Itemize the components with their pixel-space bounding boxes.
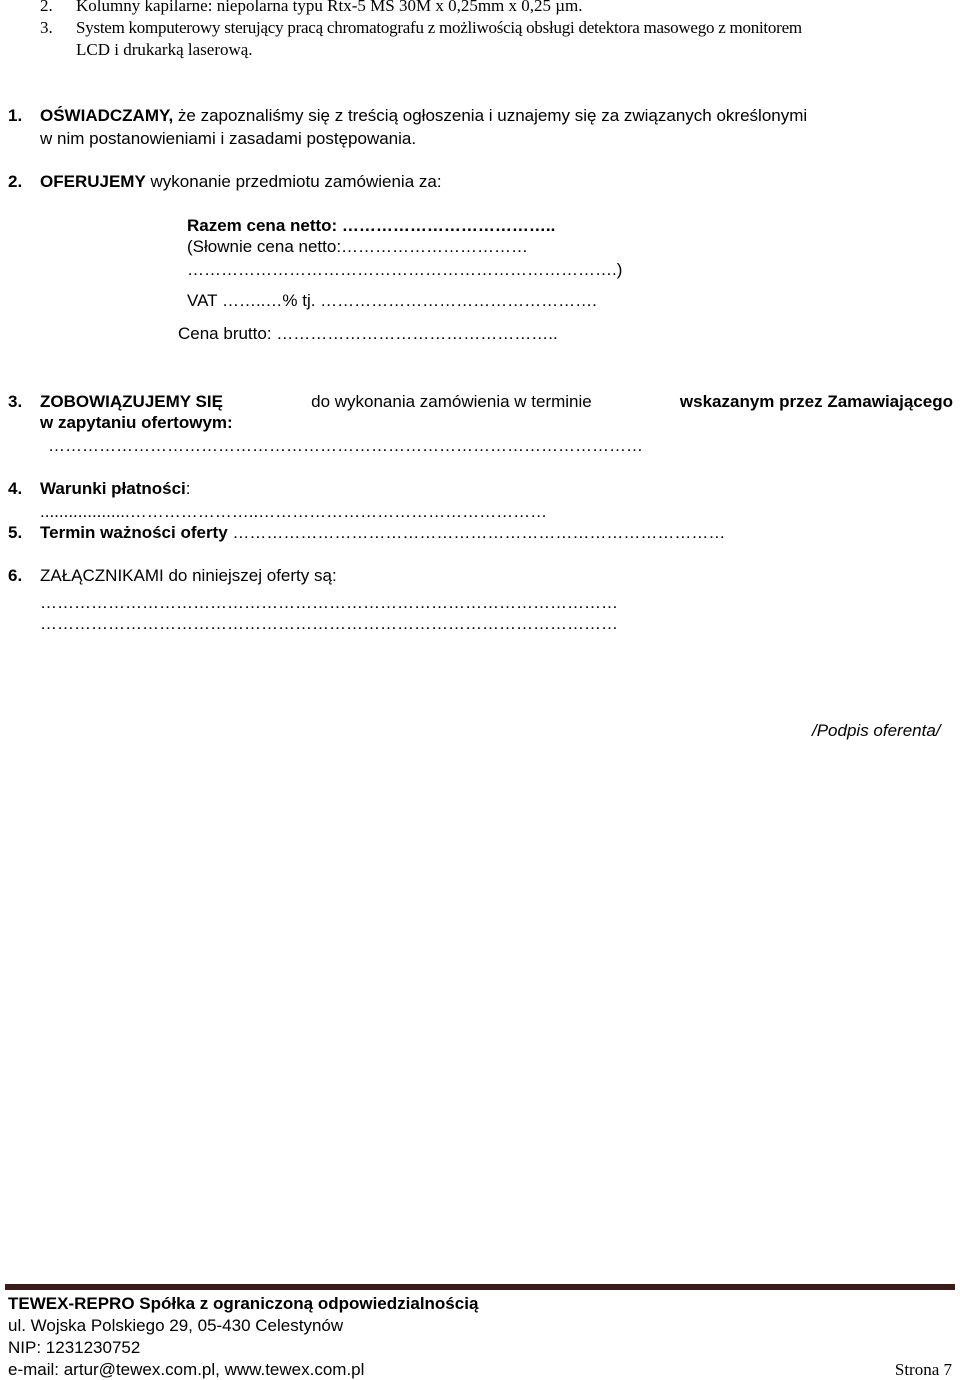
list-number: 2. [40, 0, 53, 15]
net-price-line: Razem cena netto: ……………………………….. [187, 216, 556, 235]
list-number: 3. [40, 18, 53, 37]
section-number: 3. [8, 392, 23, 411]
section-1-line2: w nim postanowieniami i zasadami postępowania. [40, 129, 417, 148]
section-2-bold: OFERUJEMY [40, 172, 146, 191]
section-1-rest: że zapoznaliśmy się z treścią ogłoszenia i uznajemy się za związanych określonymi [173, 106, 808, 125]
footer-contact: e-mail: artur@tewex.com.pl, www.tewex.com.pl [8, 1360, 365, 1379]
section-number: 4. [8, 479, 23, 498]
section-number: 6. [8, 566, 23, 585]
section-4-text [40, 479, 191, 499]
section-number: 5. [8, 523, 23, 542]
vat-line: VAT ……..…% tj. …………………………………………. [187, 291, 597, 310]
list-item [40, 0, 53, 16]
net-price-words-cont: ………………………………………………………………….) [187, 260, 623, 279]
section-3-bold2: wskazanym przez Zamawiającego [679, 392, 953, 411]
section-3-bold: ZOBOWIĄZUJEMY SIĘ [40, 392, 223, 411]
signature-label: /Podpis oferenta/ [812, 721, 941, 740]
section-5-text [40, 523, 725, 543]
section-3-text [40, 392, 953, 412]
section-1-bold: OŚWIADCZAMY, [40, 106, 174, 125]
list-item-text-cont: LCD i drukarką laserową. [76, 40, 253, 59]
section-4-rest: : [185, 479, 191, 498]
section-6-text: ZAŁĄCZNIKAMI do niniejszej oferty są: [40, 566, 337, 585]
section-6-dots-2: ………………………………………………………………………………………… [40, 614, 618, 633]
section-number: 1. [8, 106, 23, 125]
section-3-line2: w zapytaniu ofertowym: [40, 413, 233, 432]
footer-divider [5, 1284, 955, 1290]
footer-address: ul. Wojska Polskiego 29, 05-430 Celestynów [8, 1316, 344, 1335]
section-1-text [40, 106, 955, 126]
section-4-bold: Warunki płatności [40, 479, 186, 498]
list-item-text: System komputerowy sterujący pracą chromatografu z możliwością obsługi detektora masowego z monitorem [76, 18, 802, 37]
section-5-dots: …………………………………………………………………………… [227, 523, 726, 542]
section-3-dots: …………………………………………………………………………………………… [48, 436, 643, 455]
section-3-rest: do wykonania zamówienia w terminie [311, 392, 592, 411]
net-price-words: (Słownie cena netto:…………………………… [187, 237, 529, 256]
section-2-rest: wykonanie przedmiotu zamówienia za: [145, 172, 442, 191]
section-4-dots: ...................…………………..…………………………………………… [40, 502, 548, 521]
footer-nip: NIP: 1231230752 [8, 1338, 141, 1357]
footer-company: TEWEX-REPRO Spółka z ograniczoną odpowiedzialnością [8, 1294, 479, 1313]
page-number: Strona 7 [894, 1360, 952, 1379]
list-item-text: Kolumny kapilarne: niepolarna typu Rtx-5 MS 30M x 0,25mm x 0,25 µm. [76, 0, 583, 15]
section-5-bold: Termin ważności oferty [40, 523, 228, 542]
section-6-dots-1: ………………………………………………………………………………………… [40, 593, 618, 612]
gross-price-line: Cena brutto: ………………………………………….. [178, 324, 558, 343]
section-number: 2. [8, 172, 23, 191]
section-2-text [40, 172, 442, 192]
